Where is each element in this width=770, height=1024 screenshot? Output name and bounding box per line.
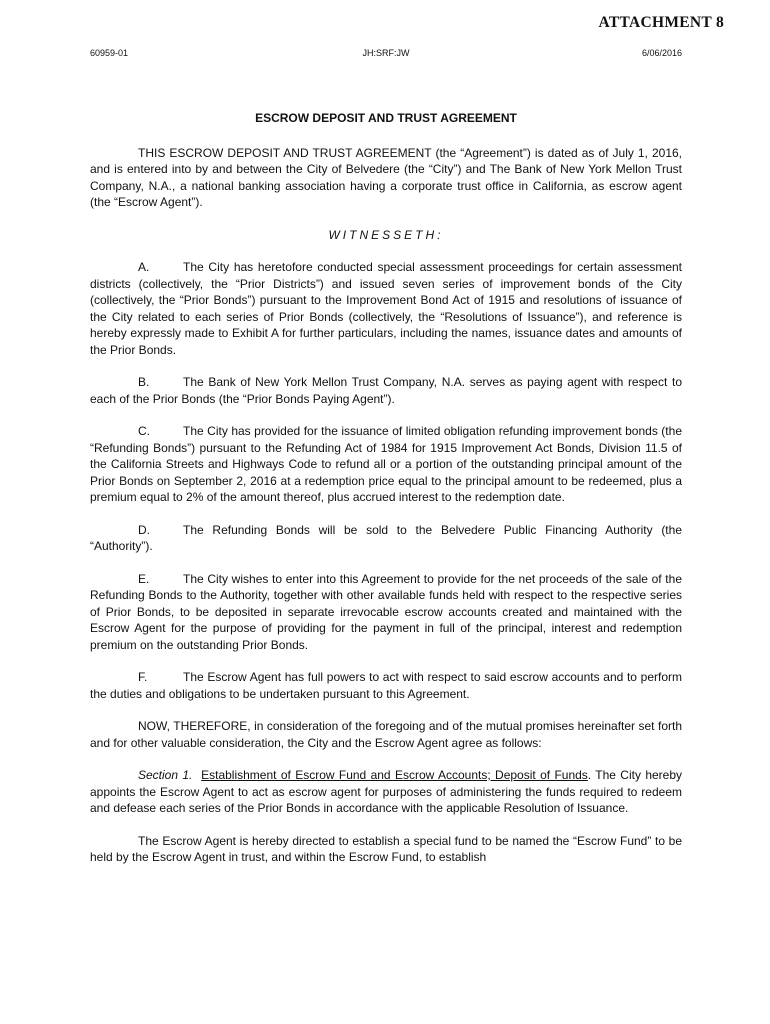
recital-label: F. [138,670,148,684]
document-body [90,110,682,882]
document-header [90,48,682,62]
recital-label: A. [138,260,150,274]
author-initials: JH:SRF:JW [362,48,410,58]
recital-label: E. [138,571,150,586]
section-1-title: Establishment of Escrow Fund and Escrow Accounts; Deposit of Funds [201,768,588,782]
recital-label: C. [138,424,150,438]
recital-e [90,571,682,654]
recital-text: The Refunding Bonds will be sold to the Belvedere Public Financing Authority (the “Authority”). [90,522,682,553]
recital-text: The City has heretofore conducted special assessment proceedings for certain assessment districts (collectively, the “Prior Districts”) and issued seven series of improvement bonds of the City (collectively, the “Prior Bonds”) pursuant to the Improvement Bond Act of 1915 and resolutions of issuance of the City related to each series of Prior Bonds (collectively, the “Resolutions of Issuance”), and reference is hereby expressly made to Exhibit A for further particulars, including the names, issuance dates and amounts of the Prior Bonds. [90,260,682,357]
now-therefore-paragraph: NOW, THEREFORE, in consideration of the foregoing and of the mutual promises hereinafter set forth and for other valuable consideration, the City and the Escrow Agent agree as follows: [90,719,682,750]
intro-paragraph: THIS ESCROW DEPOSIT AND TRUST AGREEMENT (the “Agreement”) is dated as of July 1, 2016, and is entered into by and between the City of Belvedere (the “City”) and The Bank of New York Mellon Trust Company, N.A., a national banking association having a corporate trust office in California, as escrow agent (the “Escrow Agent”). [90,145,682,209]
recital-text: The Escrow Agent has full powers to act with respect to said escrow accounts and to perform the duties and obligations to be undertaken pursuant to this Agreement. [90,670,682,701]
recital-label: B. [138,375,150,389]
recital-label: D. [138,522,150,537]
recital-c [90,423,682,506]
attachment-label: ATTACHMENT 8 [598,14,724,31]
recital-text: The Bank of New York Mellon Trust Company, N.A. serves as paying agent with respect to each of the Prior Bonds (the “Prior Bonds Paying Agent”). [90,375,682,406]
section-1-label: Section 1. [138,768,193,782]
recital-f [90,669,682,702]
recital-text: The City has provided for the issuance of limited obligation refunding improvement bonds (the “Refunding Bonds”) pursuant to the Refunding Act of 1984 for 1915 Improvement Act Bonds, Division 11.5 of the California Streets and Highways Code to refund all or a portion of the outstanding principal amount of the Prior Bonds on September 2, 2016 at a redemption price equal to the principal amount to be redeemed, plus a premium equal to 2% of the amount thereof, plus accrued interest to the redemption date. [90,424,682,504]
recital-d [90,522,682,555]
witnesseth-heading: WITNESSETH: [328,227,444,242]
recital-a [90,259,682,358]
document-title: ESCROW DEPOSIT AND TRUST AGREEMENT [255,111,517,125]
section-1-text: . The City hereby appoints the Escrow Agent to act as escrow agent for purposes of administering the funds required to redeem and defease each series of the Prior Bonds in accordance with the applicable Resolution of Issuance. [90,768,683,815]
escrow-fund-paragraph: The Escrow Agent is hereby directed to establish a special fund to be named the “Escrow Fund” to be held by the Escrow Agent in trust, and within the Escrow Fund, to establish [90,833,682,864]
doc-number: 60959-01 [90,48,129,58]
recital-text: The City wishes to enter into this Agreement to provide for the net proceeds of the sale of the Refunding Bonds to the Authority, together with other available funds held with respect to the respective series of Prior Bonds, to be deposited in separate irrevocable escrow accounts created and maintained with the Escrow Agent for the purpose of providing for the payment in full of the principal, interest and redemption premium on the outstanding Prior Bonds. [90,571,682,652]
recital-b [90,374,682,407]
section-1-paragraph [90,767,682,817]
doc-date: 6/06/2016 [641,48,682,58]
